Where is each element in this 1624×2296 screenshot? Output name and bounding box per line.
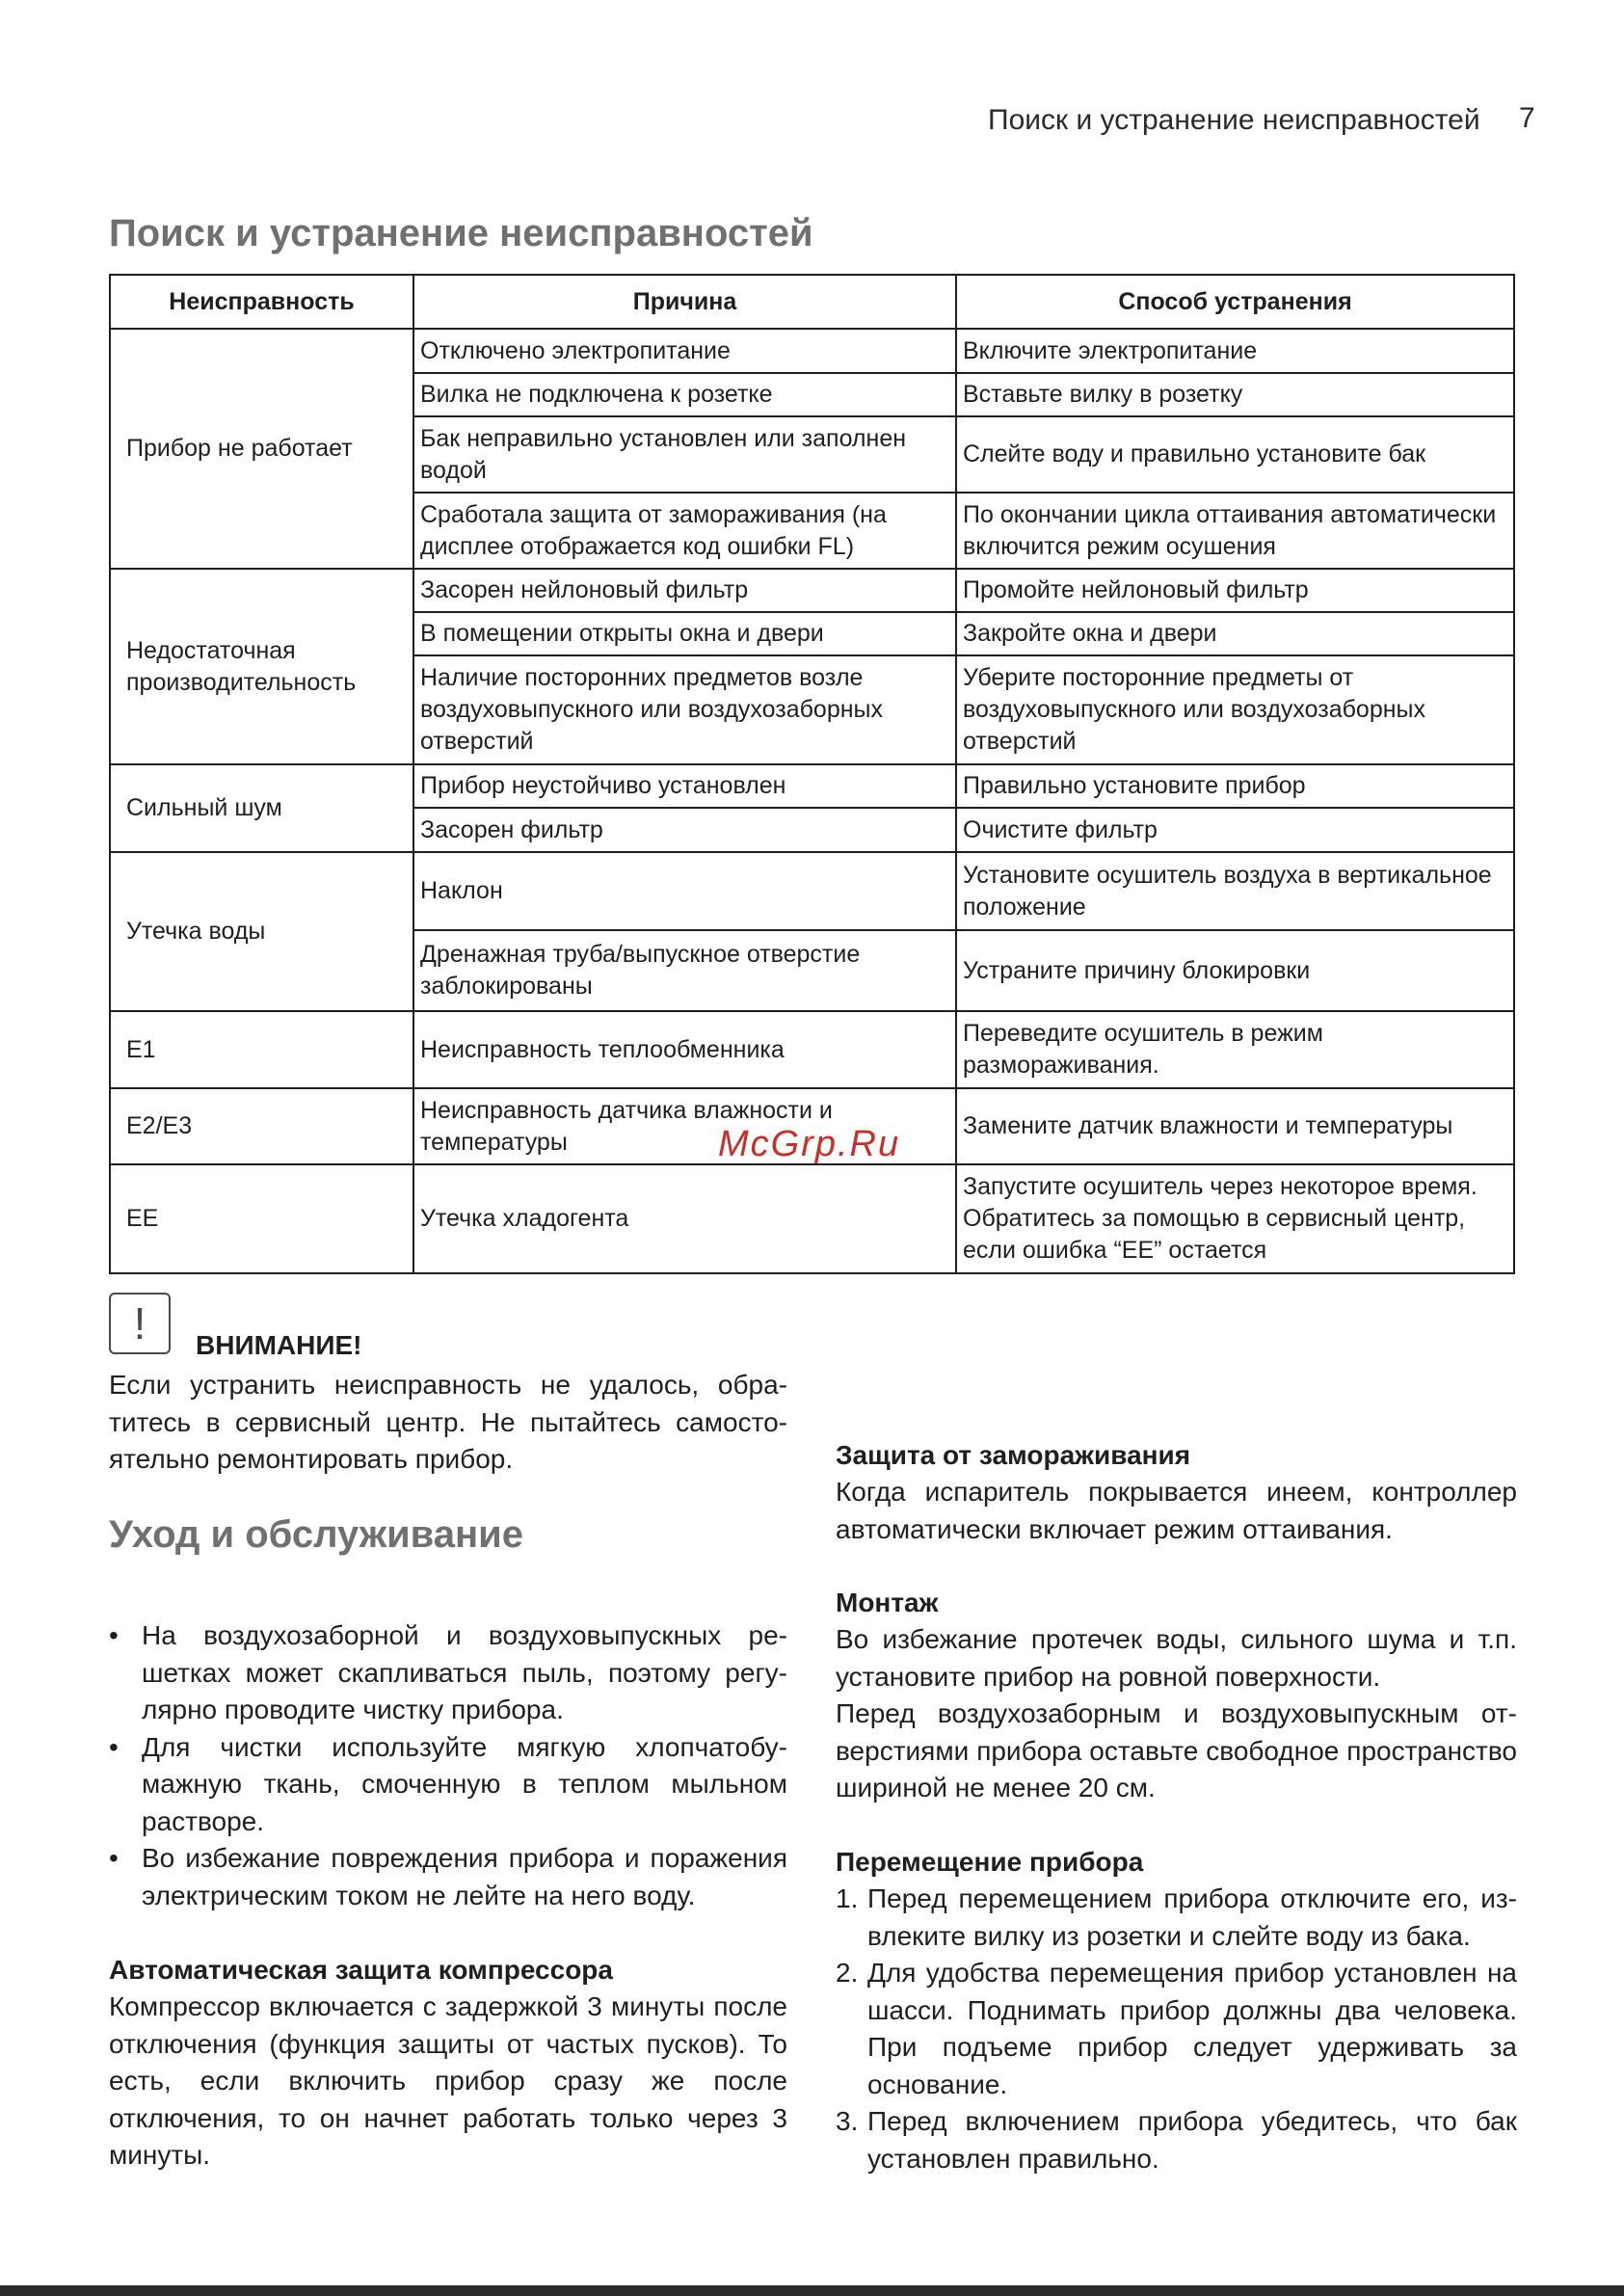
bottom-rule xyxy=(0,2285,1624,2296)
step-text: Для удобства перемещения прибор установлен на шасси. Поднимать прибор должны два человека. При подъеме прибор следует удерживать за основание. xyxy=(867,1958,1517,2099)
page-number: 7 xyxy=(1519,102,1535,134)
fault-cell: Утечка воды xyxy=(110,852,413,1011)
fault-cell: Недостаточная производительность xyxy=(110,569,413,764)
cause-cell: Утечка хладогента xyxy=(413,1164,956,1273)
remedy-cell: Закройте окна и двери xyxy=(956,612,1514,655)
cause-cell: В помещении открыты окна и двери xyxy=(413,612,956,655)
freeze-title: Защита от замораживания xyxy=(836,1440,1191,1470)
cause-cell: Бак неправильно установлен или заполнен водой xyxy=(413,416,956,493)
fault-cell: E1 xyxy=(110,1011,413,1088)
list-item: • Во избежание повреждения прибора и поражения электрическим током не лейте на него воду. xyxy=(109,1840,787,1914)
remedy-cell: Очистите фильтр xyxy=(956,808,1514,852)
step-number: 2. xyxy=(836,1958,859,1988)
warning-text: Если устранить неисправность не удалось, обратитесь в сервисный центр. Не пытайтесь самостоятельно ремонтировать прибор. xyxy=(109,1370,787,1474)
table-row xyxy=(110,852,1514,930)
remedy-cell: Запустите осушитель через некоторое время. Обратитесь за помощью в сервисный центр, если ошибка “EE” остается xyxy=(956,1164,1514,1273)
remedy-cell: Переведите осушитель в режим размораживания. xyxy=(956,1011,1514,1088)
remedy-cell: Установите осушитель воздуха в вертикальное положение xyxy=(956,852,1514,930)
remedy-cell: Правильно установите прибор xyxy=(956,764,1514,808)
list-item xyxy=(836,1955,1517,2103)
install-text-2: Перед воздухозаборным и воздуховыпускным отверстиями прибора оставьте свободное пространство шириной не менее 20 см. xyxy=(836,1698,1517,1802)
remedy-cell: Включите электропитание xyxy=(956,329,1514,373)
header-fault: Неисправность xyxy=(110,275,413,329)
install-title: Монтаж xyxy=(836,1588,939,1617)
cause-cell: Прибор неустойчиво установлен xyxy=(413,764,956,808)
list-item xyxy=(836,1881,1517,1955)
running-header: Поиск и устранение неисправностей xyxy=(988,104,1480,136)
cause-cell: Засорен фильтр xyxy=(413,808,956,852)
cause-cell: Неисправность теплообменника xyxy=(413,1011,956,1088)
step-number: 3. xyxy=(836,2106,859,2136)
cause-cell: Засорен нейлоновый фильтр xyxy=(413,569,956,612)
table-row xyxy=(110,764,1514,808)
moving-steps xyxy=(836,1881,1517,2177)
remedy-cell: Уберите посторонние предметы от воздуховыпускного или воздухозаборных отверстий xyxy=(956,655,1514,764)
cause-cell: Наклон xyxy=(413,852,956,930)
table-row xyxy=(110,569,1514,612)
fault-cell: Прибор не работает xyxy=(110,329,413,569)
remedy-cell: По окончании цикла оттаивания автоматически включится режим осушения xyxy=(956,493,1514,569)
section-title-troubleshooting: Поиск и устранение неисправностей xyxy=(109,212,813,254)
install-text-1: Во избежание протечек воды, сильного шума и т.п. установите прибор на ровной поверхности. xyxy=(836,1624,1517,1692)
table-row xyxy=(110,1164,1514,1273)
cause-cell: Отключено электропитание xyxy=(413,329,956,373)
fault-cell: EE xyxy=(110,1164,413,1273)
cause-cell: Сработала защита от замораживания (на дисплее отображается код ошибки FL) xyxy=(413,493,956,569)
compressor-title: Автоматическая защита компрессора xyxy=(109,1955,613,1985)
cause-cell: Дренажная труба/выпускное отверстие заблокированы xyxy=(413,930,956,1011)
remedy-cell: Промойте нейлоновый фильтр xyxy=(956,569,1514,612)
remedy-cell: Замените датчик влажности и температуры xyxy=(956,1088,1514,1164)
cause-cell: Наличие посторонних предметов возле воздуховыпускного или воздухозаборных отверстий xyxy=(413,655,956,764)
remedy-cell: Вставьте вилку в розетку xyxy=(956,373,1514,416)
step-text: Перед включением прибора убедитесь, что бак установлен правильно. xyxy=(867,2106,1517,2174)
cause-cell: Вилка не подключена к розетке xyxy=(413,373,956,416)
table-row xyxy=(110,1011,1514,1088)
fault-cell: E2/E3 xyxy=(110,1088,413,1164)
table-header-row xyxy=(110,275,1514,329)
warning-icon: ! xyxy=(109,1293,171,1354)
remedy-cell: Устраните причину блокировки xyxy=(956,930,1514,1011)
header-remedy: Способ устранения xyxy=(956,275,1514,329)
compressor-text: Компрессор включается с задержкой 3 минуты после отключения (функция защиты от частых пусков). То есть, если включить прибор сразу же после отключения, то он начнет работать только через 3 минуты. xyxy=(109,1991,787,2170)
header-cause: Причина xyxy=(413,275,956,329)
moving-title: Перемещение прибора xyxy=(836,1847,1144,1877)
list-item: • Для чистки используйте мягкую хлопчатобумажную ткань, смоченную в теплом мыльном растворе. xyxy=(109,1729,787,1841)
section-title-care: Уход и обслуживание xyxy=(109,1513,523,1556)
step-text: Перед перемещением прибора отключите его, извлеките вилку из розетки и слейте воду из бака. xyxy=(867,1883,1517,1951)
warning-title: ВНИМАНИЕ! xyxy=(196,1330,362,1360)
list-item xyxy=(836,2103,1517,2177)
step-number: 1. xyxy=(836,1883,859,1913)
remedy-cell: Слейте воду и правильно установите бак xyxy=(956,416,1514,493)
freeze-text: Когда испаритель покрывается инеем, контроллер автоматически включает режим оттаивания. xyxy=(836,1477,1517,1544)
care-list xyxy=(109,1617,787,1914)
list-item: • На воздухозаборной и воздуховыпускных решетках может скапливаться пыль, поэтому регулярно проводите чистку прибора. xyxy=(109,1617,787,1729)
table-row xyxy=(110,329,1514,373)
watermark: McGrp.Ru xyxy=(718,1124,901,1164)
cause-cell: Неисправность датчика влажности и температуры xyxy=(413,1088,956,1164)
fault-cell: Сильный шум xyxy=(110,764,413,852)
